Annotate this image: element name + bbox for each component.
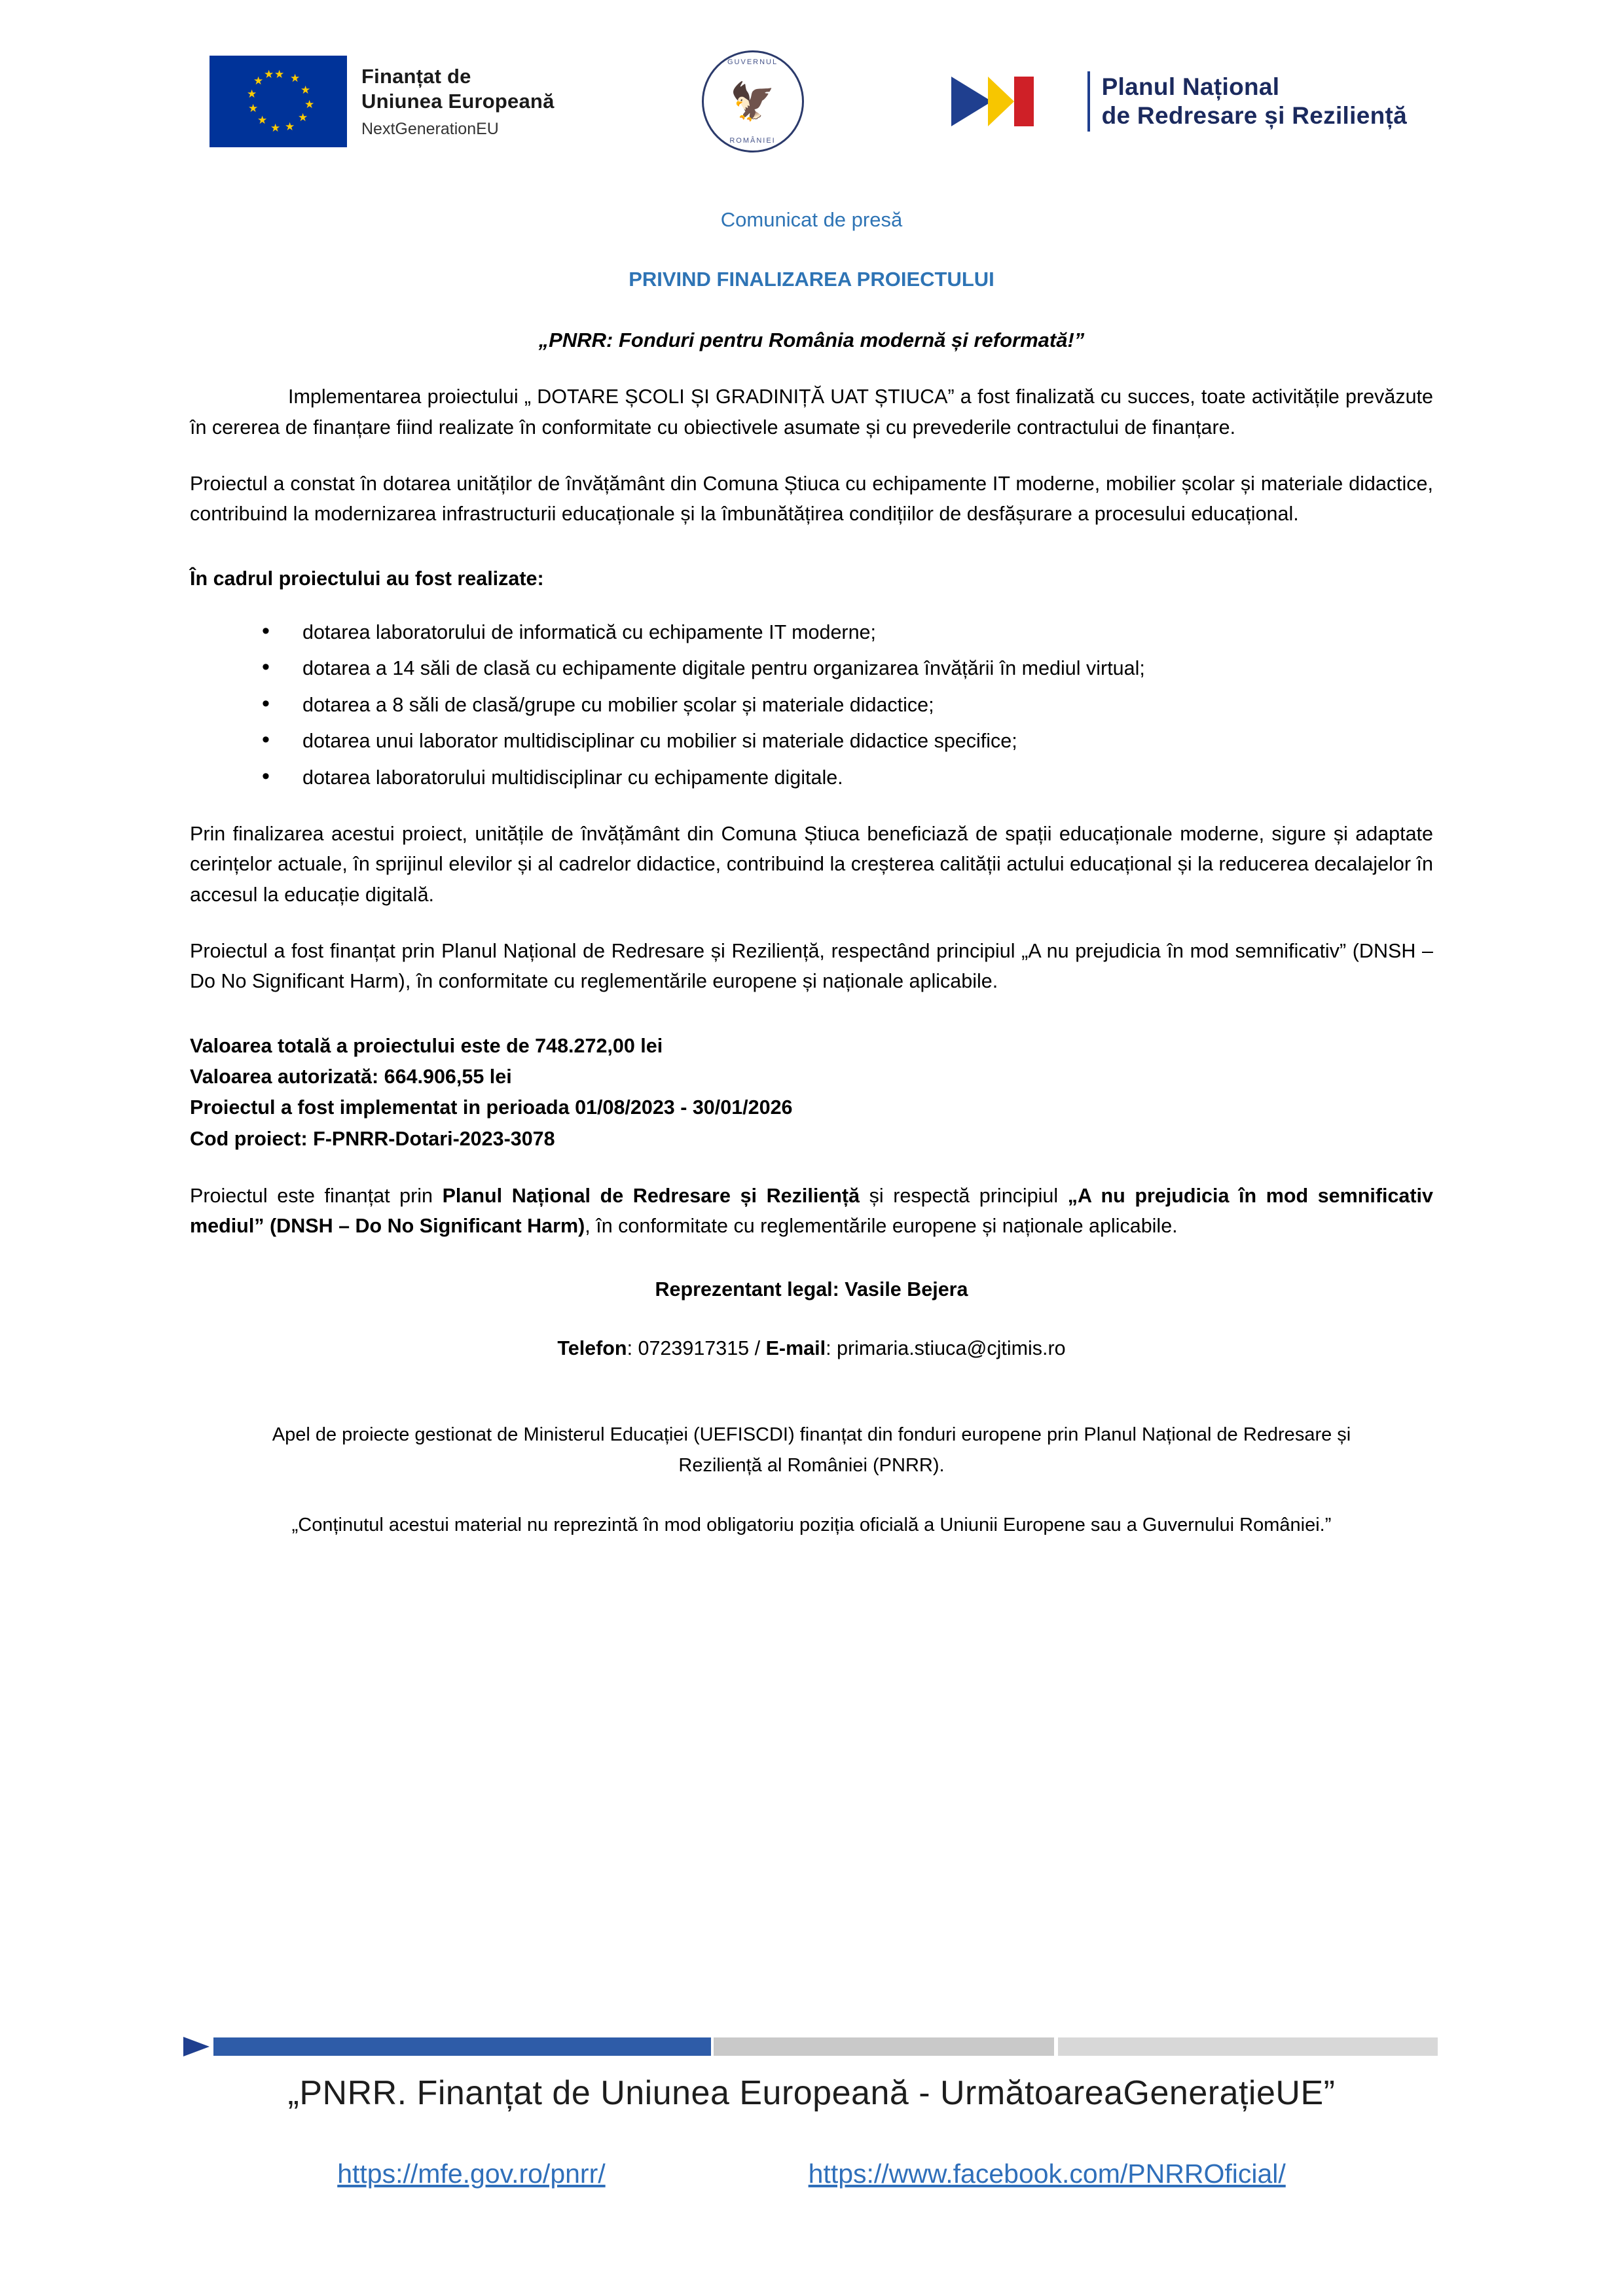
- document-body: [190, 204, 1433, 1541]
- email-label: E-mail: [765, 1336, 826, 1359]
- footer-banner: [0, 2021, 1623, 2296]
- achievements-heading: În cadrul proiectului au fost realizate:: [190, 567, 544, 590]
- legal-representative: Reprezentant legal: Vasile Bejera: [655, 1278, 968, 1300]
- dnsh-text-e: , în conformitate cu reglementările europene și naționale aplicabile.: [585, 1215, 1178, 1238]
- paragraph-outcome: Prin finalizarea acestui proiect, unitățile de învățământ din Comuna Știuca beneficiază de spații educaționale moderne, sigure și adaptate cerințelor actuale, în sprijinul elevilor și al cadrelor didactice, contribuind la creșterea calității actului educațional și la reducerea decalajelor în accesul la educație digitală.: [190, 822, 1433, 906]
- link-facebook[interactable]: https://www.facebook.com/PNRROficial/: [808, 2159, 1286, 2189]
- paragraph-intro: Implementarea proiectului „ DOTARE ȘCOLI ȘI GRADINIȚĂ UAT ȘTIUCA” a fost finalizată cu succes, toate activitățile prevăzute în cererea de finanțare fiind realizate în conformitate cu obiectivele asumate și cu prevederile contractului de finanțare.: [190, 386, 1433, 439]
- paragraph-dnsh: [190, 1181, 1433, 1242]
- fact-implementation-period: Proiectul a fost implementat in perioada 01/08/2023 - 30/01/2026: [190, 1096, 793, 1119]
- programme-slogan: „PNRR: Fonduri pentru România modernă și reformată!”: [538, 329, 1085, 352]
- coat-of-arms-ring-top: GUVERNUL: [727, 58, 778, 66]
- project-facts: [190, 1031, 1433, 1155]
- eu-logo-line3: NextGenerationEU: [361, 119, 499, 138]
- press-release-subtitle: PRIVIND FINALIZAREA PROIECTULUI: [629, 268, 994, 291]
- pnrr-band-icon: [183, 2036, 1440, 2058]
- coat-of-arms-ring-bottom: ROMÂNIEI: [729, 137, 776, 145]
- paragraph-financing: Proiectul a fost finanțat prin Planul Național de Redresare și Reziliență, respectând principiul „A nu prejudicia în mod semnificativ” (DNSH – Do No Significant Harm), în conformitate cu reglementările europene și naționale aplicabile.: [190, 940, 1433, 993]
- list-item: • dotarea a 14 săli de clasă cu echipamente digitale pentru organizarea învățării în mediul virtual;: [262, 653, 1433, 683]
- eu-logo-line2: Uniunea Europeană: [361, 89, 555, 113]
- fact-authorized-value: Valoarea autorizată: 664.906,55 lei: [190, 1065, 512, 1088]
- eu-flag-icon: [210, 56, 347, 147]
- pnrr-logo: [951, 70, 1407, 133]
- contact-line: [190, 1333, 1433, 1363]
- pnrr-logo-line2: de Redresare și Reziliență: [1101, 102, 1407, 129]
- phone-value: : 0723917315 /: [627, 1336, 766, 1359]
- achievements-list: [190, 617, 1433, 793]
- link-mfe[interactable]: https://mfe.gov.ro/pnrr/: [337, 2159, 606, 2189]
- eu-funding-logo: [210, 56, 555, 147]
- footer-slogan: „PNRR. Finanțat de Uniunea Europeană - UrmătoareaGenerațieUE”: [287, 2074, 1336, 2112]
- email-value: : primaria.stiuca@cjtimis.ro: [826, 1336, 1066, 1359]
- eu-stars-icon: ★ ★ ★ ★ ★ ★ ★ ★ ★ ★ ★ ★: [247, 68, 315, 134]
- romania-coat-of-arms-icon: [702, 50, 804, 152]
- fact-total-value: Valoarea totală a proiectului este de 748.272,00 lei: [190, 1034, 663, 1057]
- list-item: • dotarea laboratorului multidisciplinar cu echipamente digitale.: [262, 762, 1433, 793]
- list-item: • dotarea laboratorului de informatică cu echipamente IT moderne;: [262, 617, 1433, 647]
- eagle-icon: 🦅: [729, 81, 776, 122]
- press-release-title: Comunicat de presă: [720, 208, 903, 231]
- dnsh-text-c: și respectă principiul: [860, 1184, 1068, 1207]
- header-logo-row: [190, 39, 1433, 164]
- eu-logo-line1: Finanțat de: [361, 64, 471, 88]
- footer-links: [0, 2159, 1623, 2189]
- list-item: • dotarea unui laborator multidisciplinar cu mobilier si materiale didactice specifice;: [262, 726, 1433, 756]
- list-item: • dotarea a 8 săli de clasă/grupe cu mobilier școlar și materiale didactice;: [262, 690, 1433, 720]
- eu-logo-text: [361, 64, 555, 139]
- dnsh-text-a: Proiectul este finanțat prin: [190, 1184, 443, 1207]
- dnsh-text-b: Planul Național de Redresare și Reziliență: [442, 1184, 860, 1207]
- dnsh-text-d: „A nu prejudicia în mod semnificativ mediul” (DNSH – Do No Significant Harm): [190, 1184, 1433, 1238]
- pnrr-logo-divider: [1087, 71, 1090, 132]
- footnote-disclaimer: „Conținutul acestui material nu reprezintă în mod obligatoriu poziția oficială a Uniunii Europene sau a Guvernului României.”: [291, 1515, 1332, 1536]
- paragraph-scope: Proiectul a constat în dotarea unităților de învățământ din Comuna Știuca cu echipamente IT moderne, mobilier școlar și materiale didactice, contribuind la modernizarea infrastructurii educaționale și la îmbunătățirea condițiilor de desfășurare a procesului educațional.: [190, 473, 1433, 526]
- pnrr-arrow-icon: [951, 70, 1076, 133]
- phone-label: Telefon: [557, 1336, 627, 1359]
- pnrr-logo-line1: Planul Național: [1101, 73, 1280, 100]
- pnrr-logo-text: [1102, 73, 1407, 131]
- footnote-call: Apel de proiecte gestionat de Ministerul Educației (UEFISCDI) finanțat din fonduri europene prin Planul Național de Redresare și Reziliență al României (PNRR).: [272, 1424, 1351, 1477]
- fact-project-code: Cod proiect: F-PNRR-Dotari-2023-3078: [190, 1127, 555, 1150]
